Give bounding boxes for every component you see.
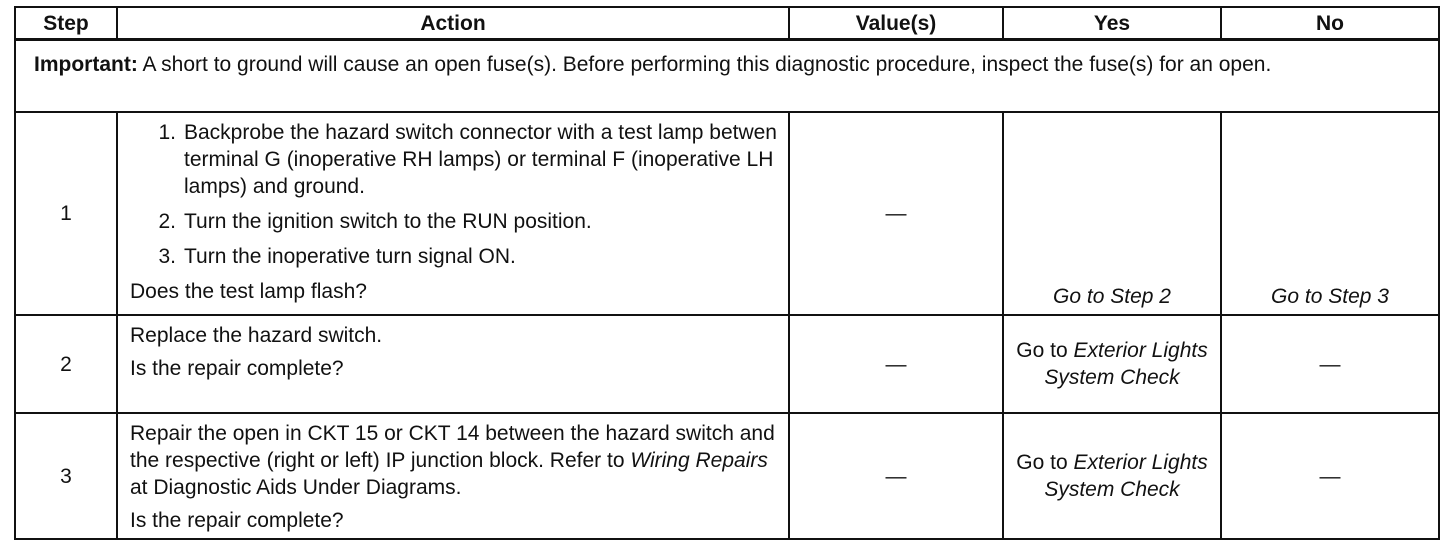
yes-text: Go to Step 2 xyxy=(1053,285,1171,308)
important-label: Important: xyxy=(34,53,138,76)
step-value: — xyxy=(789,112,1003,315)
important-row xyxy=(15,40,1439,113)
step-yes xyxy=(1003,315,1221,413)
step-action-text: Replace the hazard switch. xyxy=(130,324,383,347)
step-question: Is the repair complete? xyxy=(130,357,344,380)
header-row xyxy=(15,7,1439,40)
diagnostic-table xyxy=(14,6,1440,540)
step-action xyxy=(117,315,789,413)
list-text: Backprobe the hazard switch connector with a test lamp betwen terminal G (inoperative RH lamps) or terminal F (inoperative LH lamps) and ground. xyxy=(184,121,777,198)
header-values: Value(s) xyxy=(789,7,1003,40)
step-question: Does the test lamp flash? xyxy=(130,280,367,303)
action-list xyxy=(130,119,778,270)
header-yes: Yes xyxy=(1003,7,1221,40)
step-question: Is the repair complete? xyxy=(130,509,344,532)
table-row-step-3 xyxy=(15,413,1439,539)
no-text: Go to Step 3 xyxy=(1271,285,1389,308)
yes-prefix: Go to xyxy=(1016,339,1074,362)
step-no xyxy=(1221,112,1439,315)
list-text: Turn the inoperative turn signal ON. xyxy=(184,245,516,268)
table-row-step-1 xyxy=(15,112,1439,315)
yes-prefix: Go to xyxy=(1016,451,1074,474)
list-text: Turn the ignition switch to the RUN position. xyxy=(184,210,592,233)
step-value: — xyxy=(789,413,1003,539)
step-action-text xyxy=(130,420,778,501)
step-number: 1 xyxy=(15,112,117,315)
action-text-a: Repair the open in CKT 15 or CKT 14 between the hazard switch and the respective (right or left) IP junction block. Refer to xyxy=(130,422,775,472)
header-no: No xyxy=(1221,7,1439,40)
list-item xyxy=(130,119,778,200)
header-action: Action xyxy=(117,7,789,40)
action-text-b: at Diagnostic Aids Under Diagrams. xyxy=(130,476,462,499)
yes-reference: Exterior Lights System Check xyxy=(1044,339,1208,389)
step-value: — xyxy=(789,315,1003,413)
list-number: 2. xyxy=(158,210,176,233)
step-no: — xyxy=(1221,413,1439,539)
important-note xyxy=(15,40,1439,113)
step-action xyxy=(117,112,789,315)
list-item xyxy=(130,208,778,235)
step-action xyxy=(117,413,789,539)
table-row-step-2 xyxy=(15,315,1439,413)
list-item xyxy=(130,243,778,270)
step-no: — xyxy=(1221,315,1439,413)
step-number: 3 xyxy=(15,413,117,539)
step-number: 2 xyxy=(15,315,117,413)
list-number: 1. xyxy=(158,121,176,144)
action-reference: Wiring Repairs xyxy=(630,449,768,472)
yes-reference: Exterior Lights System Check xyxy=(1044,451,1208,501)
important-text: A short to ground will cause an open fuse(s). Before performing this diagnostic procedure, inspect the fuse(s) for an open. xyxy=(137,53,1272,76)
list-number: 3. xyxy=(158,245,176,268)
step-yes xyxy=(1003,413,1221,539)
header-step: Step xyxy=(15,7,117,40)
step-yes xyxy=(1003,112,1221,315)
